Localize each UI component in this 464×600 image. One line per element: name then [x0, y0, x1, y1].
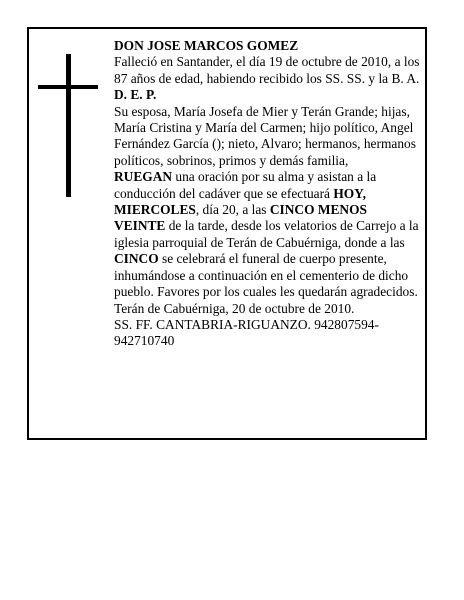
funeral-paragraph	[114, 169, 420, 300]
cross-vertical-bar	[66, 54, 71, 197]
place-date: Terán de Cabuérniga, 20 de octubre de 2010.	[114, 300, 355, 316]
funeral-home: SS. FF. CANTABRIA-RIGUANZO. 942807594-942710740	[114, 316, 379, 349]
dep-line: D. E. P.	[114, 87, 157, 103]
cross-horizontal-bar	[38, 85, 98, 89]
family-line: Su esposa, María Josefa de Mier y Terán Grande; hijas, María Cristina y María del Carmen; hijo político, Angel Fernández García (); nieto, Alvaro; hermanos, hermanos políticos, sobrinos, primos y demás familia,	[114, 103, 416, 168]
deceased-name: DON JOSE MARCOS GOMEZ	[114, 38, 299, 53]
ruegan-text: una oración por su alma y asistan a la conducción del cadáver que se efectuará	[114, 169, 377, 201]
dia-text: , día 20, a las	[195, 202, 270, 218]
death-line: Falleció en Santander, el día 19 de octubre de 2010, a los 87 años de edad, habiendo recibido los SS. SS. y la B. A.	[114, 54, 420, 86]
cinco-word: CINCO	[114, 251, 159, 267]
lugar-text: de la tarde, desde los velatorios de Carrejo a la iglesia parroquial de Terán de Cabuérniga, donde a las	[114, 218, 419, 250]
hoy-miercoles: HOY, MIERCOLES	[114, 185, 366, 218]
final-text: se celebrará el funeral de cuerpo presente, inhumándose a continuación en el cementerio de dicho pueblo. Favores por los cuales les quedarán agradecidos.	[114, 251, 418, 300]
obituary-text	[114, 38, 420, 350]
ruegan-word: RUEGAN	[114, 169, 173, 185]
hora-text: CINCO MENOS VEINTE	[114, 202, 367, 234]
